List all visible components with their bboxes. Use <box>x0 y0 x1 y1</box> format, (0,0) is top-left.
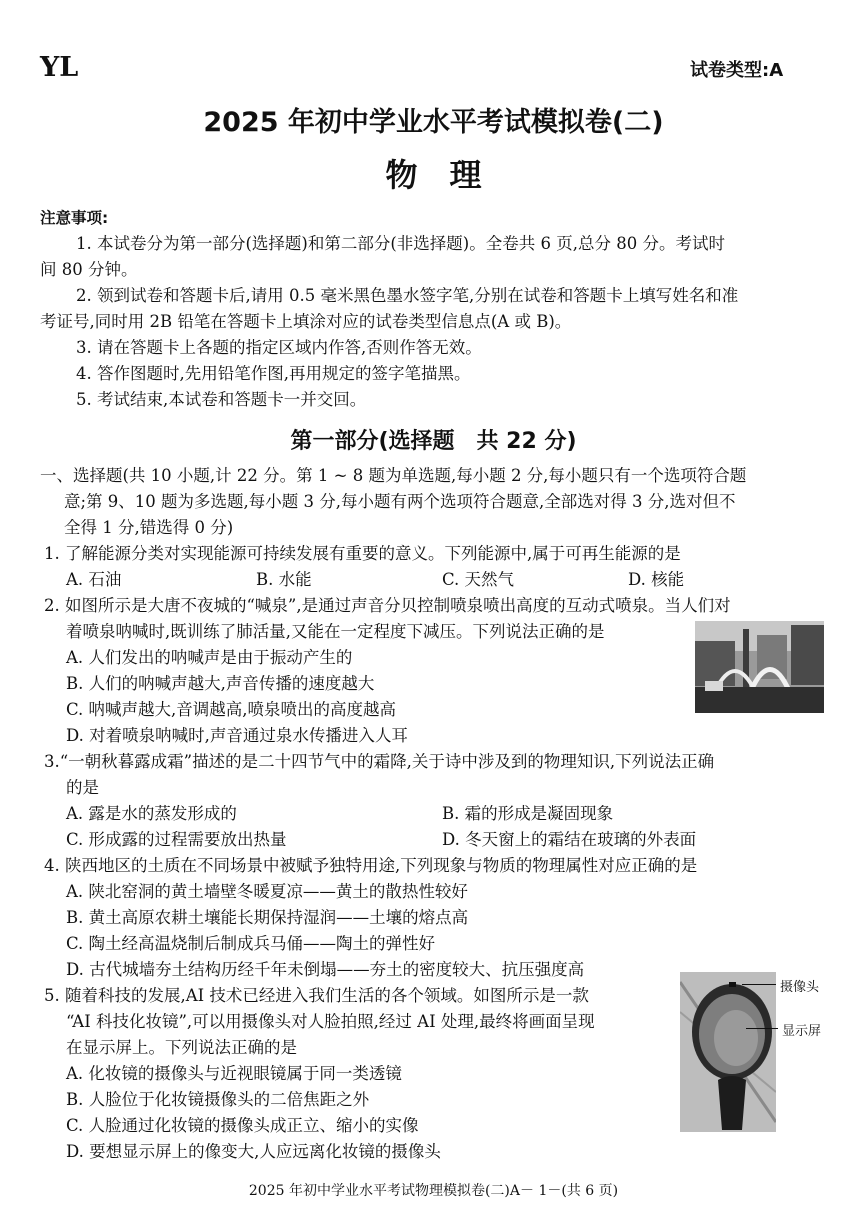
q1-option-b: B. 水能 <box>256 570 312 589</box>
question-3-stem: 3.“一朝秋暮露成霜”描述的是二十四节气中的霜降,关于诗中涉及到的物理知识,下列说法正确 <box>44 752 715 771</box>
subject-title: 物 理 <box>385 156 482 194</box>
notice-line: 4. 答作图题时,先用铅笔作图,再用规定的签字笔描黑。 <box>76 364 471 383</box>
makeup-mirror-image <box>680 972 776 1132</box>
notice-line: 2. 领到试卷和答题卡后,请用 0.5 毫米黑色墨水签字笔,分别在试卷和答题卡上填写姓名和准 <box>76 286 739 305</box>
q1-option-c: C. 天然气 <box>442 570 515 589</box>
fountain-photo <box>695 621 824 713</box>
notice-line: 1. 本试卷分为第一部分(选择题)和第二部分(非选择题)。全卷共 6 页,总分 80 分。考试时 <box>76 234 725 253</box>
q4-option-d: D. 古代城墙夯土结构历经千年未倒塌——夯土的密度较大、抗压强度高 <box>66 960 585 979</box>
question-2-stem: 2. 如图所示是大唐不夜城的“喊泉”,是通过声音分贝控制喷泉喷出高度的互动式喷泉。当人们对 <box>44 596 731 615</box>
q5-option-d: D. 要想显示屏上的像变大,人应远离化妆镜的摄像头 <box>66 1142 441 1161</box>
question-1-stem: 1. 了解能源分类对实现能源可持续发展有重要的意义。下列能源中,属于可再生能源的是 <box>44 544 681 563</box>
q3-option-c: C. 形成露的过程需要放出热量 <box>66 830 287 849</box>
q3-option-b: B. 霜的形成是凝固现象 <box>442 804 614 823</box>
q2-option-b: B. 人们的呐喊声越大,声音传播的速度越大 <box>66 674 375 693</box>
notice-heading: 注意事项: <box>40 209 109 227</box>
q3-option-a: A. 露是水的蒸发形成的 <box>66 804 237 823</box>
q1-option-d: D. 核能 <box>628 570 685 589</box>
q4-option-b: B. 黄土高原农耕土壤能长期保持湿润——土壤的熔点高 <box>66 908 469 927</box>
question-5-stem: “AI 科技化妆镜”,可以用摄像头对人脸拍照,经过 AI 处理,最终将画面呈现 <box>66 1012 595 1031</box>
page-footer: 2025 年初中学业水平考试物理模拟卷(二)A－ 1－(共 6 页) <box>248 1183 619 1199</box>
question-2-stem: 着喷泉呐喊时,既训练了肺活量,又能在一定程度下减压。下列说法正确的是 <box>66 622 605 641</box>
paper-type: 试卷类型:A <box>690 60 784 81</box>
q2-option-c: C. 呐喊声越大,音调越高,喷泉喷出的高度越高 <box>66 700 397 719</box>
fountain-image <box>695 621 824 713</box>
section-instruction: 全得 1 分,错选得 0 分) <box>64 518 234 537</box>
section-instruction: 意;第 9、10 题为多选题,每小题 3 分,每小题有两个选项符合题意,全部选对得 3 分,选对但不 <box>64 492 736 511</box>
q1-option-a: A. 石油 <box>66 570 122 589</box>
q4-option-c: C. 陶土经高温烧制后制成兵马俑——陶土的弹性好 <box>66 934 436 953</box>
notice-line: 3. 请在答题卡上各题的指定区域内作答,否则作答无效。 <box>76 338 482 357</box>
notice-line: 间 80 分钟。 <box>40 260 138 279</box>
camera-leader-line <box>742 984 776 985</box>
question-3-stem: 的是 <box>66 778 99 797</box>
q5-option-b: B. 人脸位于化妆镜摄像头的二倍焦距之外 <box>66 1090 370 1109</box>
question-4-stem: 4. 陕西地区的土质在不同场景中被赋予独特用途,下列现象与物质的物理属性对应正确的是 <box>44 856 698 875</box>
q3-option-d: D. 冬天窗上的霜结在玻璃的外表面 <box>442 830 697 849</box>
part1-heading: 第一部分(选择题 共 22 分) <box>290 429 577 454</box>
screen-label: 显示屏 <box>782 1024 822 1039</box>
camera-label: 摄像头 <box>780 980 820 995</box>
q5-option-a: A. 化妆镜的摄像头与近视眼镜属于同一类透镜 <box>66 1064 402 1083</box>
q2-option-a: A. 人们发出的呐喊声是由于振动产生的 <box>66 648 353 667</box>
section-instruction: 一、选择题(共 10 小题,计 22 分。第 1 ~ 8 题为单选题,每小题 2 分,每小题只有一个选项符合题 <box>40 466 747 485</box>
q5-option-c: C. 人脸通过化妆镜的摄像头成正立、缩小的实像 <box>66 1116 419 1135</box>
q2-option-d: D. 对着喷泉呐喊时,声音通过泉水传播进入人耳 <box>66 726 408 745</box>
notice-line: 考证号,同时用 2B 铅笔在答题卡上填涂对应的试卷类型信息点(A 或 B)。 <box>40 312 572 331</box>
makeup-mirror-photo <box>680 972 776 1132</box>
notice-line: 5. 考试结束,本试卷和答题卡一并交回。 <box>76 390 367 409</box>
exam-title: 2025 年初中学业水平考试模拟卷(二) <box>203 107 664 138</box>
q4-option-a: A. 陕北窑洞的黄土墙壁冬暖夏凉——黄土的散热性较好 <box>66 882 468 901</box>
question-5-stem: 在显示屏上。下列说法正确的是 <box>66 1038 297 1057</box>
paper-code: YL <box>40 52 79 83</box>
question-5-stem: 5. 随着科技的发展,AI 技术已经进入我们生活的各个领域。如图所示是一款 <box>44 986 589 1005</box>
screen-leader-line <box>746 1028 778 1029</box>
